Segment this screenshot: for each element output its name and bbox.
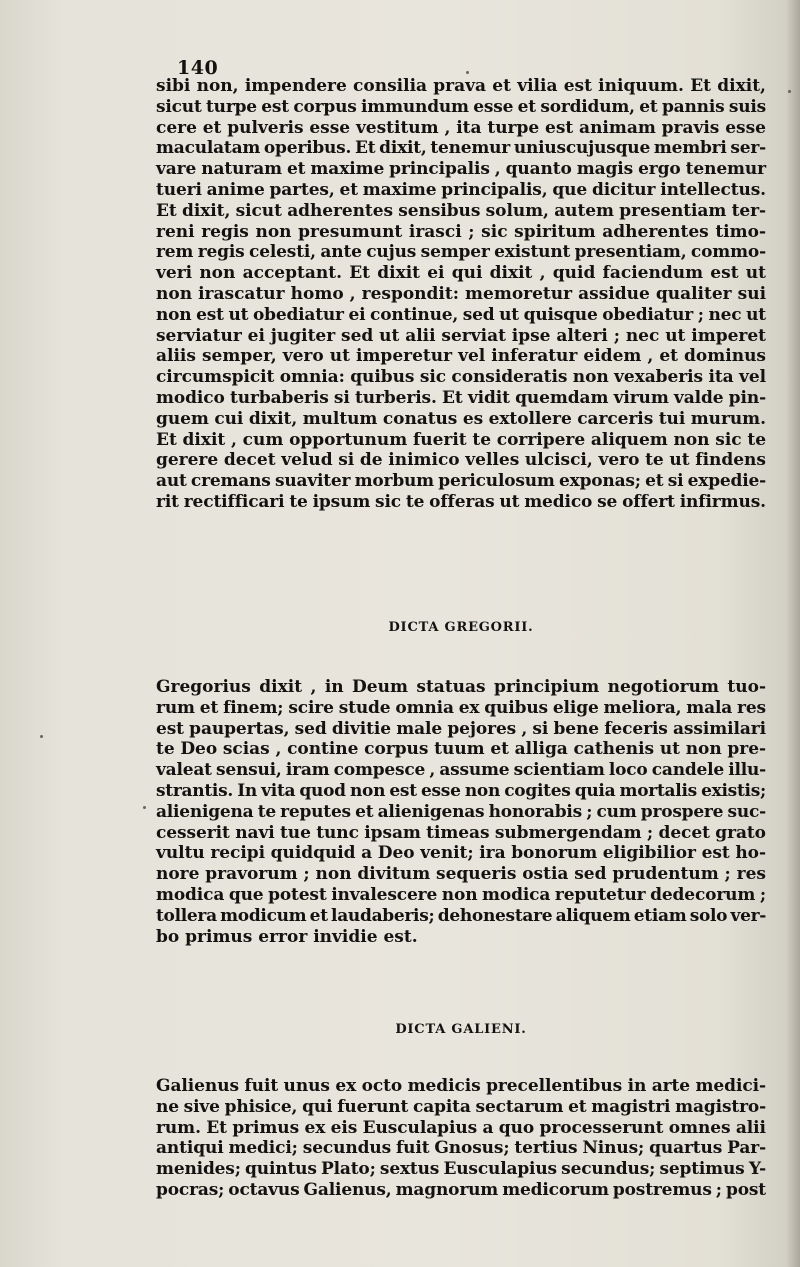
text-line: non irascatur homo , respondit: memoretur assidue qualiter sui <box>156 283 767 304</box>
section-heading: DICTA GALIENI. <box>395 1022 527 1037</box>
section-heading: DICTA GREGORII. <box>388 620 534 635</box>
text-line: non est ut obediatur ei continue, sed ut quisque obediatur ; nec ut <box>156 304 766 325</box>
text-line: aut cremans suaviter morbum periculosum exponas; et si expedie- <box>156 471 766 492</box>
body-text-block <box>156 76 766 513</box>
paper-speck <box>143 806 146 809</box>
page-edge-shadow <box>786 0 800 1267</box>
paper-speck <box>466 71 469 74</box>
text-line: est paupertas, sed divitie male pejores , si bene feceris assimilari <box>156 718 766 739</box>
text-line: cesserit navi tue tunc ipsam timeas submergendam ; decet grato <box>156 822 766 843</box>
text-line: modica que potest invalescere non modica reputetur dedecorum ; <box>156 884 767 905</box>
text-line: rum. Et primus ex eis Eusculapius a quo processerunt omnes alii <box>156 1117 766 1138</box>
text-line: maculatam operibus. Et dixit, tenemur uniuscujusque membri ser- <box>156 138 766 159</box>
text-line: aliis semper, vero ut imperetur vel inferatur eidem , et dominus <box>156 346 767 367</box>
text-line: circumspicit omnia: quibus sic consideratis non vexaberis ita vel <box>156 367 767 388</box>
text-line: antiqui medici; secundus fuit Gnosus; tertius Ninus; quartus Par- <box>156 1138 767 1159</box>
text-line: rem regis celesti, ante cujus semper existunt presentiam, commo- <box>156 242 766 263</box>
text-line: ne sive phisice, qui fuerunt capita sectarum et magistri magistro- <box>156 1096 767 1117</box>
text-line: sibi non, impendere consilia prava et vilia est iniquum. Et dixit, <box>156 76 766 96</box>
text-line: rit rectifficari te ipsum sic te offeras ut medico se offert infirmus. <box>156 491 766 512</box>
text-line: pocras; octavus Galienus, magnorum medicorum postremus ; post <box>156 1179 766 1200</box>
text-line: alienigena te reputes et alienigenas honorabis ; cum prospere suc- <box>156 801 766 822</box>
text-line: gerere decet velud si de inimico velles ulcisci, vero te ut findens <box>156 450 766 471</box>
text-line: vare naturam et maxime principalis , quanto magis ergo tenemur <box>156 159 767 180</box>
text-line: nore pravorum ; non divitum sequeris ostia sed prudentum ; res <box>156 864 766 885</box>
text-line: valeat sensui, iram compesce , assume scientiam loco candele illu- <box>156 760 766 781</box>
text-line: menides; quintus Plato; sextus Eusculapius secundus; septimus Y- <box>156 1159 766 1180</box>
text-line: veri non acceptant. Et dixit ei qui dixit , quid faciendum est ut <box>156 263 766 284</box>
body-text-block <box>156 1076 766 1201</box>
text-line: rum et finem; scire stude omnia ex quibus elige meliora, mala res <box>156 697 766 718</box>
text-line: cere et pulveris esse vestitum , ita turpe est animam pravis esse <box>156 117 766 138</box>
text-line: bo primus error invidie est. <box>156 926 418 947</box>
body-text-block <box>156 677 766 947</box>
text-line: te Deo scias , contine corpus tuum et alliga cathenis ut non pre- <box>156 739 767 760</box>
text-line: Et dixit , cum opportunum fuerit te corripere aliquem non sic te <box>156 429 766 450</box>
text-line: Gregorius dixit , in Deum statuas principium negotiorum tuo- <box>156 677 767 697</box>
text-line: strantis. In vita quod non est esse non cogites quia mortalis existis; <box>156 780 766 801</box>
text-line: serviatur ei jugiter sed ut alii serviat ipse alteri ; nec ut imperet <box>156 325 766 346</box>
text-line: tollera modicum et laudaberis; dehonestare aliquem etiam solo ver- <box>156 905 767 926</box>
text-line: reni regis non presumunt irasci ; sic spiritum adherentes timo- <box>156 221 767 242</box>
text-line: vultu recipi quidquid a Deo venit; ira bonorum eligibilior est ho- <box>156 843 766 864</box>
text-line: tueri anime partes, et maxime principalis, que dicitur intellectus. <box>156 179 766 200</box>
text-line: guem cui dixit, multum conatus es extollere carceris tui murum. <box>156 408 766 429</box>
text-line: Et dixit, sicut adherentes sensibus solum, autem presentiam ter- <box>156 200 767 221</box>
paper-speck <box>40 735 43 738</box>
text-line: Galienus fuit unus ex octo medicis precellentibus in arte medici- <box>156 1076 767 1096</box>
text-line: sicut turpe est corpus immundum esse et sordidum, et pannis suis <box>156 96 767 117</box>
page-number: 140 <box>177 57 219 79</box>
text-line: modico turbaberis si turberis. Et vidit quemdam virum valde pin- <box>156 387 767 408</box>
